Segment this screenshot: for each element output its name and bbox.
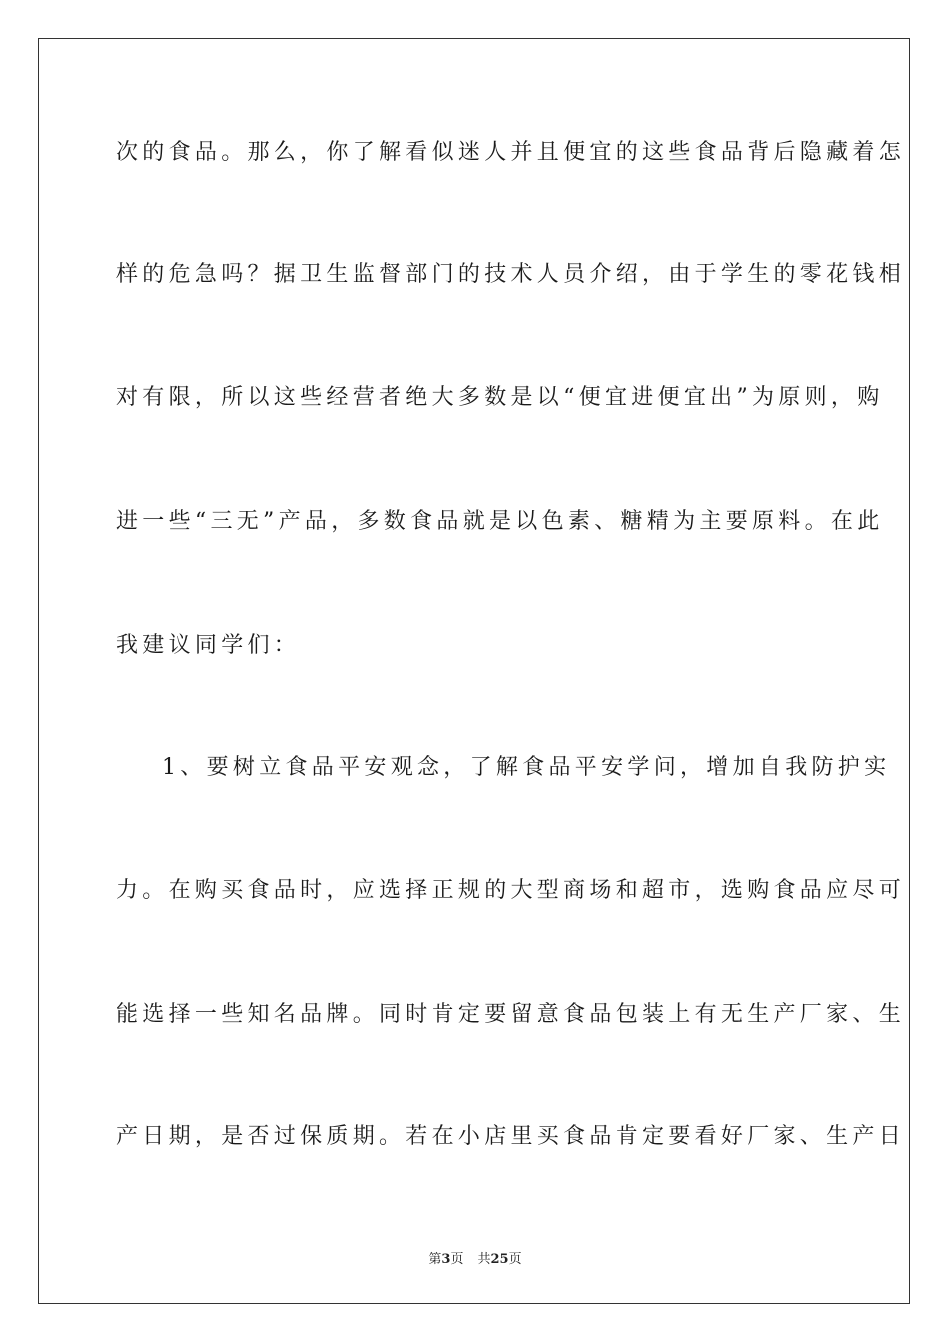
page-suffix: 页 — [450, 1252, 464, 1267]
body-line-2: 样的危急吗？据卫生监督部门的技术人员介绍，由于学生的零花钱相 — [116, 262, 906, 287]
page-footer — [0, 1248, 950, 1267]
body-line-7: 力。在购买食品时，应选择正规的大型商场和超市，选购食品应尽可 — [116, 878, 906, 903]
body-line-6-paragraph-start: 1、要树立食品平安观念，了解食品平安学问，增加自我防护实 — [162, 755, 891, 780]
total-pages: 25 — [490, 1252, 509, 1267]
total-prefix: 共 — [477, 1252, 491, 1267]
page-number: 3 — [441, 1252, 451, 1267]
total-suffix: 页 — [508, 1252, 522, 1267]
page-prefix: 第 — [428, 1252, 442, 1267]
body-line-3: 对有限，所以这些经营者绝大多数是以“便宜进便宜出”为原则，购 — [116, 385, 884, 410]
body-line-1: 次的食品。那么，你了解看似迷人并且便宜的这些食品背后隐藏着怎 — [116, 140, 906, 165]
page-border — [38, 38, 910, 1304]
body-line-9: 产日期，是否过保质期。若在小店里买食品肯定要看好厂家、生产日 — [116, 1124, 906, 1149]
body-line-8: 能选择一些知名品牌。同时肯定要留意食品包装上有无生产厂家、生 — [116, 1002, 906, 1027]
body-line-4: 进一些“三无”产品，多数食品就是以色素、糖精为主要原料。在此 — [116, 509, 884, 534]
body-line-5: 我建议同学们： — [116, 633, 301, 658]
